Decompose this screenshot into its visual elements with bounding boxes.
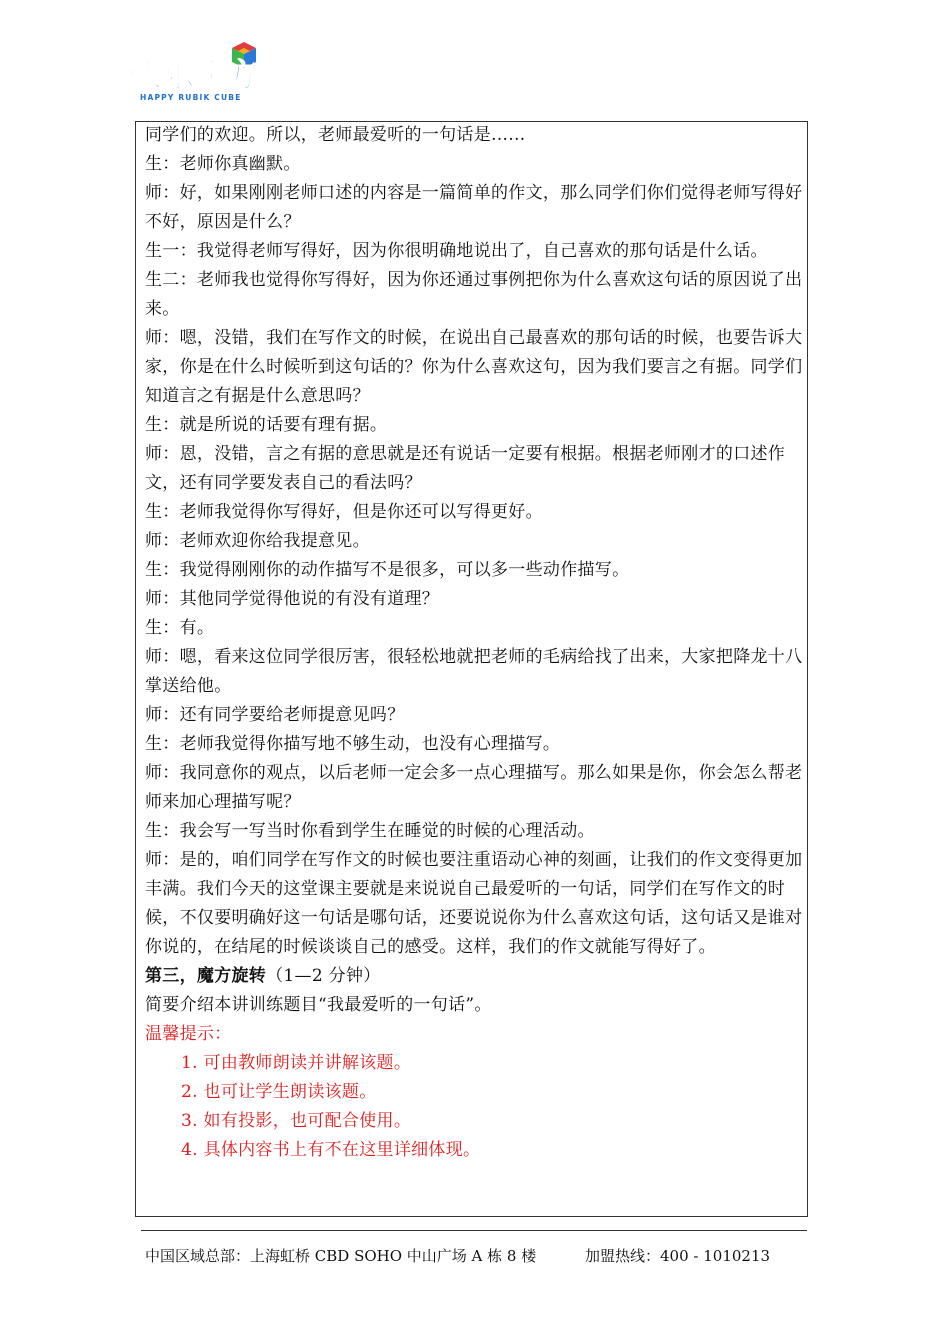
dialogue-line: 生：有。 — [145, 618, 215, 638]
lesson-body — [145, 121, 805, 1165]
dialogue-line: 生：老师我觉得你描写地不够生动，也没有心理描写。 — [145, 734, 561, 754]
section-duration: （1—2 分钟） — [266, 966, 381, 986]
dialogue-line: 师：我同意你的观点，以后老师一定会多一点心理描写。那么如果是你，你会怎么帮老师来加心理描写呢？ — [145, 763, 803, 812]
brand-logo — [128, 42, 258, 104]
footer-hotline: 加盟热线：400 - 1010213 — [585, 1247, 771, 1265]
section-intro: 简要介绍本讲训练题目“我最爱听的一句话”。 — [145, 995, 492, 1015]
tips-list — [145, 1049, 805, 1165]
dialogue-line: 同学们的欢迎。所以，老师最爱听的一句话是…… — [145, 125, 526, 145]
tip-item: 3. 如有投影，也可配合使用。 — [181, 1111, 412, 1131]
dialogue-line: 师：还有同学要给老师提意见吗？ — [145, 705, 405, 725]
footer-divider — [141, 1230, 807, 1231]
logo-graphic — [128, 42, 258, 104]
dialogue-line: 生：我会写一写当时你看到学生在睡觉的时候的心理活动。 — [145, 821, 595, 841]
dialogue-line: 生：老师你真幽默。 — [145, 154, 301, 174]
dialogue-line: 生：我觉得刚刚你的动作描写不是很多，可以多一些动作描写。 — [145, 560, 630, 580]
footer-headquarters: 中国区域总部：上海虹桥 CBD SOHO 中山广场 A 栋 8 楼 — [145, 1247, 537, 1265]
page-footer — [145, 1245, 805, 1267]
tip-item: 2. 也可让学生朗读该题。 — [181, 1082, 377, 1102]
dialogue-line: 师：嗯，没错，我们在写作文的时候，在说出自己最喜欢的那句话的时候，也要告诉大家，你是在什么时候听到这句话的？你为什么喜欢这句，因为我们要言之有据。同学们知道言之有据是什么意思吗？ — [145, 328, 803, 406]
tip-item: 4. 具体内容书上有不在这里详细体现。 — [181, 1140, 481, 1160]
dialogue-line: 师：恩，没错，言之有据的意思就是还有说话一定要有根据。根据老师刚才的口述作文，还有同学要发表自己的看法吗？ — [145, 444, 786, 493]
dialogue-line: 师：嗯，看来这位同学很厉害，很轻松地就把老师的毛病给找了出来，大家把降龙十八掌送给他。 — [145, 647, 803, 696]
dialogue-line: 生：老师我觉得你写得好，但是你还可以写得更好。 — [145, 502, 543, 522]
dialogue-line: 师：是的，咱们同学在写作文的时候也要注重语动心神的刻画，让我们的作文变得更加丰满。我们今天的这堂课主要就是来说说自己最爱听的一句话，同学们在写作文的时候，不仅要明确好这一句话是哪句话，还要说说你为什么喜欢这句话，这句话又是谁对你说的，在结尾的时候谈谈自己的感受。这样，我们的作文就能写得好了。 — [145, 850, 803, 957]
dialogue-line: 师：其他同学觉得他说的有没有道理？ — [145, 589, 440, 609]
tips-title: 温馨提示： — [145, 1024, 232, 1044]
dialogue-line: 师：好，如果刚刚老师口述的内容是一篇简单的作文，那么同学们你们觉得老师写得好不好，原因是什么？ — [145, 183, 803, 232]
section-heading — [145, 962, 805, 991]
dialogue-line: 生：就是所说的话要有理有据。 — [145, 415, 388, 435]
tip-item: 1. 可由教师朗读并讲解该题。 — [181, 1053, 412, 1073]
dialogue-line: 生二：老师我也觉得你写得好，因为你还通过事例把你为什么喜欢这句话的原因说了出来。 — [145, 270, 803, 319]
dialogue-line: 师：老师欢迎你给我提意见。 — [145, 531, 370, 551]
logo-subtitle: HAPPY RUBIK CUBE — [140, 93, 242, 102]
section-title: 第三，魔方旋转 — [145, 966, 267, 986]
logo-wordmark: 快乐魔方 — [130, 56, 258, 94]
dialogue-line: 生一：我觉得老师写得好，因为你很明确地说出了，自己喜欢的那句话是什么话。 — [145, 241, 768, 261]
